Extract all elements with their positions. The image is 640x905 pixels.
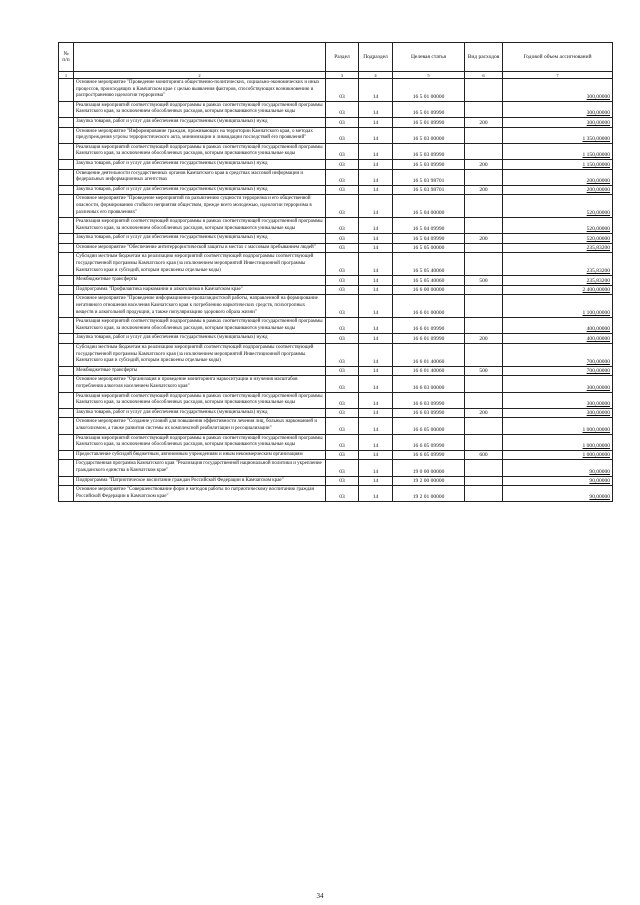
row-subsection-cell: 14 [359,143,393,159]
row-name-cell: Основное мероприятие "Обеспечение антитеррористической защиты в местах с массовым пребыванием людей" [74,243,326,253]
row-section-cell: 03 [326,460,359,476]
row-number-cell [59,366,74,376]
row-number-cell [59,460,74,476]
row-section-cell: 03 [326,285,359,295]
row-amount-cell: 2 400,00000 [503,285,613,295]
row-section-cell: 03 [326,218,359,234]
row-article-cell: 16 6 01 09990 [393,334,465,344]
row-name-cell: Подпрограмма "Профилактика наркомании и алкоголизма в Камчатском крае" [74,285,326,295]
row-subsection-cell: 14 [359,392,393,408]
row-name-cell: Основное мероприятие "Создание условий для повышения эффективности лечения лиц, больных наркоманией и алкоголизмом, а также развития системы их комплексной реабилитации и ресоциализации" [74,418,326,434]
row-article-cell: 16 6 01 40060 [393,366,465,376]
row-article-cell: 16 5 04 09990 [393,218,465,234]
row-article-cell: 16 5 03 98701 [393,169,465,185]
header-subsection: Подраздел [359,43,393,72]
row-expense-cell [465,285,503,295]
table-row [59,318,613,334]
row-subsection-cell: 14 [359,434,393,450]
row-amount-cell: 235,83200 [503,243,613,253]
row-expense-cell [465,392,503,408]
row-number-cell [59,117,74,127]
row-section-cell: 03 [326,295,359,318]
col-number: 7 [503,72,613,79]
row-subsection-cell: 14 [359,486,393,502]
header-expense: Вид расходов [465,43,503,72]
table-row [59,159,613,169]
table-row [59,434,613,450]
row-expense-cell [465,486,503,502]
table-row [59,418,613,434]
row-subsection-cell: 14 [359,243,393,253]
row-name-cell: Межбюджетные трансферты [74,276,326,286]
table-row [59,243,613,253]
row-subsection-cell: 14 [359,295,393,318]
row-amount-cell: 1 000,00000 [503,434,613,450]
row-section-cell: 03 [326,450,359,460]
row-article-cell: 16 6 05 09990 [393,434,465,450]
row-section-cell: 03 [326,418,359,434]
row-section-cell: 03 [326,101,359,117]
row-subsection-cell: 14 [359,376,393,392]
row-name-cell: Межбюджетные трансферты [74,366,326,376]
row-expense-cell [465,460,503,476]
row-name-cell: Закупка товаров, работ и услуг для обеспечения государственных (муниципальных) нужд [74,185,326,195]
row-section-cell: 03 [326,276,359,286]
row-section-cell: 03 [326,169,359,185]
row-subsection-cell: 14 [359,101,393,117]
row-expense-cell [465,195,503,218]
row-amount-cell: 1 000,00000 [503,450,613,460]
row-subsection-cell: 14 [359,117,393,127]
row-expense-cell [465,101,503,117]
header-amount: Годовой объем ассигнований [503,43,613,72]
row-section-cell: 03 [326,159,359,169]
row-amount-cell: 300,00000 [503,376,613,392]
row-name-cell: Основное мероприятие "Проведение мероприятий по разъяснению сущности терроризма и его общественной опасности, формированию стойкого неприятия обществом, прежде всего молодежью, идеологии терроризма в различных его проявлениях" [74,195,326,218]
row-article-cell: 16 5 04 09990 [393,234,465,244]
row-name-cell: Предоставление субсидий бюджетным, автономным учреждениям и иным некоммерческим организациям [74,450,326,460]
row-amount-cell: 300,00000 [503,408,613,418]
row-subsection-cell: 14 [359,285,393,295]
row-article-cell: 16 5 04 00000 [393,195,465,218]
row-subsection-cell: 14 [359,450,393,460]
table-row [59,195,613,218]
col-number: 4 [359,72,393,79]
row-expense-cell: 200 [465,185,503,195]
row-subsection-cell: 14 [359,318,393,334]
row-amount-cell: 235,83200 [503,253,613,276]
row-article-cell: 16 6 03 00000 [393,376,465,392]
row-name-cell: Реализация мероприятий соответствующей подпрограммы в рамках соответствующей государственной программы Камчатского края, за исключением обособленных расходов, которым присваиваются уникальные коды [74,318,326,334]
row-subsection-cell: 14 [359,253,393,276]
row-name-cell: Основное мероприятие "Совершенствование форм и методов работы по патриотическому воспитанию граждан Российской Федерации в Камчатском крае" [74,486,326,502]
row-number-cell [59,169,74,185]
table-header-row [59,43,613,72]
row-amount-cell: 90,00000 [503,460,613,476]
row-number-cell [59,276,74,286]
page-number: 34 [316,892,324,900]
row-expense-cell [465,376,503,392]
row-amount-cell: 300,00000 [503,392,613,408]
table-row [59,344,613,367]
row-section-cell: 03 [326,486,359,502]
row-article-cell: 16 6 05 00000 [393,418,465,434]
row-name-cell: Закупка товаров, работ и услуг для обеспечения государственных (муниципальных) нужд [74,117,326,127]
row-article-cell: 16 5 03 09990 [393,159,465,169]
row-amount-cell: 520,00000 [503,234,613,244]
row-article-cell: 19 2 01 00000 [393,486,465,502]
row-name-cell: Освещение деятельности государственных органов Камчатского края в средствах массовой информации и федеральных информационных агентствах [74,169,326,185]
row-subsection-cell: 14 [359,234,393,244]
header-name [74,43,326,72]
row-section-cell: 03 [326,117,359,127]
table-row [59,79,613,102]
table-row [59,218,613,234]
row-subsection-cell: 14 [359,169,393,185]
row-number-cell [59,392,74,408]
row-section-cell: 03 [326,79,359,102]
row-subsection-cell: 14 [359,460,393,476]
table-row [59,143,613,159]
row-amount-cell: 300,00000 [503,101,613,117]
row-number-cell [59,418,74,434]
row-amount-cell: 700,00000 [503,366,613,376]
row-expense-cell: 200 [465,117,503,127]
table-row [59,376,613,392]
row-name-cell: Закупка товаров, работ и услуг для обеспечения государственных (муниципальных) нужд [74,159,326,169]
row-amount-cell: 1 150,00000 [503,159,613,169]
header-article: Целевая статья [393,43,465,72]
row-subsection-cell: 14 [359,195,393,218]
row-number-cell [59,434,74,450]
table-row [59,276,613,286]
row-amount-cell: 400,00000 [503,334,613,344]
row-expense-cell [465,476,503,486]
table-row [59,476,613,486]
row-amount-cell: 1 000,00000 [503,418,613,434]
row-number-cell [59,318,74,334]
row-amount-cell: 1 150,00000 [503,143,613,159]
row-amount-cell: 235,83200 [503,276,613,286]
row-amount-cell: 1 350,00000 [503,127,613,143]
row-article-cell: 16 5 05 40060 [393,276,465,286]
row-number-cell [59,450,74,460]
row-subsection-cell: 14 [359,218,393,234]
table-row [59,253,613,276]
row-number-cell [59,486,74,502]
row-name-cell: Реализация мероприятий соответствующей подпрограммы в рамках соответствующей государственной программы Камчатского края, за исключением обособленных расходов, которым присваиваются уникальные коды [74,392,326,408]
row-subsection-cell: 14 [359,366,393,376]
row-section-cell: 03 [326,127,359,143]
row-name-cell: Субсидии местным бюджетам на реализацию мероприятий соответствующей подпрограммы соответствующей государственной программы Камчатского края (за исключением мероприятий Инвестиционной программы Камчатского края и субсидий, которым присвоены отдельные коды) [74,253,326,276]
table-row [59,366,613,376]
table-row [59,392,613,408]
row-section-cell: 03 [326,366,359,376]
row-article-cell: 19 0 00 00000 [393,460,465,476]
table-row [59,117,613,127]
row-number-cell [59,195,74,218]
row-number-cell [59,285,74,295]
row-article-cell: 16 5 03 98701 [393,185,465,195]
row-name-cell: Основное мероприятие "Организация и проведение мониторинга наркоситуации и изучения масштабов потребления алкоголя населением Камчатского края" [74,376,326,392]
row-section-cell: 03 [326,234,359,244]
table-row [59,234,613,244]
row-expense-cell [465,79,503,102]
row-expense-cell [465,434,503,450]
row-section-cell: 03 [326,434,359,450]
header-section: Раздел [326,43,359,72]
row-expense-cell [465,344,503,367]
row-number-cell [59,243,74,253]
row-section-cell: 03 [326,195,359,218]
row-subsection-cell: 14 [359,185,393,195]
table-row [59,460,613,476]
row-article-cell: 16 5 01 09990 [393,117,465,127]
col-number: 5 [393,72,465,79]
row-amount-cell: 90,00000 [503,486,613,502]
row-section-cell: 03 [326,185,359,195]
column-number-row [59,72,613,79]
row-name-cell: Реализация мероприятий соответствующей подпрограммы в рамках соответствующей государственной программы Камчатского края, за исключением обособленных расходов, которым присваиваются уникальные коды [74,143,326,159]
row-subsection-cell: 14 [359,476,393,486]
table-row [59,295,613,318]
row-article-cell: 16 6 01 00000 [393,295,465,318]
row-section-cell: 03 [326,392,359,408]
row-expense-cell: 200 [465,234,503,244]
row-number-cell [59,295,74,318]
row-expense-cell [465,243,503,253]
table-row [59,334,613,344]
row-expense-cell [465,295,503,318]
row-expense-cell: 200 [465,334,503,344]
row-article-cell: 16 5 03 00000 [393,127,465,143]
row-number-cell [59,127,74,143]
row-name-cell: Подпрограмма "Патриотическое воспитание граждан Российской Федерации в Камчатском крае" [74,476,326,486]
row-article-cell: 19 2 00 00000 [393,476,465,486]
row-name-cell: Основное мероприятие "Информирование граждан, проживающих на территории Камчатского края, о методах предупреждения угрозы террористического акта, минимизации и ликвидации последствий его проявлений" [74,127,326,143]
row-amount-cell: 400,00000 [503,318,613,334]
table-row [59,185,613,195]
budget-table [58,42,613,502]
row-article-cell: 16 5 01 09990 [393,101,465,117]
table-row [59,285,613,295]
row-subsection-cell: 14 [359,408,393,418]
row-section-cell: 03 [326,318,359,334]
row-expense-cell [465,143,503,159]
row-number-cell [59,408,74,418]
row-section-cell: 03 [326,334,359,344]
col-number: 1 [59,72,74,79]
row-article-cell: 16 5 05 00000 [393,243,465,253]
row-subsection-cell: 14 [359,79,393,102]
row-subsection-cell: 14 [359,127,393,143]
row-number-cell [59,185,74,195]
row-subsection-cell: 14 [359,344,393,367]
row-article-cell: 16 6 00 00000 [393,285,465,295]
row-section-cell: 03 [326,143,359,159]
table-row [59,408,613,418]
row-section-cell: 03 [326,243,359,253]
row-number-cell [59,334,74,344]
row-name-cell: Государственная программа Камчатского края "Реализация государственной национальной политики и укрепление гражданского единства в Камчатском крае" [74,460,326,476]
row-number-cell [59,101,74,117]
row-expense-cell [465,169,503,185]
row-article-cell: 16 6 03 09990 [393,392,465,408]
row-amount-cell: 700,00000 [503,344,613,367]
row-expense-cell [465,318,503,334]
row-amount-cell: 300,00000 [503,117,613,127]
row-number-cell [59,344,74,367]
row-subsection-cell: 14 [359,159,393,169]
row-number-cell [59,218,74,234]
row-number-cell [59,79,74,102]
row-name-cell: Реализация мероприятий соответствующей подпрограммы в рамках соответствующей государственной программы Камчатского края, за исключением обособленных расходов, которым присваиваются уникальные коды [74,101,326,117]
table-row [59,101,613,117]
col-number: 3 [326,72,359,79]
row-section-cell: 03 [326,253,359,276]
row-article-cell: 16 6 01 09990 [393,318,465,334]
row-name-cell: Реализация мероприятий соответствующей подпрограммы в рамках соответствующей государственной программы Камчатского края, за исключением обособленных расходов, которым присваиваются уникальные коды [74,218,326,234]
row-expense-cell [465,127,503,143]
row-amount-cell: 200,00000 [503,185,613,195]
col-number: 6 [465,72,503,79]
row-amount-cell: 1 100,00000 [503,295,613,318]
row-expense-cell [465,218,503,234]
table-row [59,486,613,502]
table-row [59,169,613,185]
row-expense-cell: 600 [465,450,503,460]
header-no: № п/п [59,43,74,72]
row-expense-cell [465,418,503,434]
row-name-cell: Субсидии местным бюджетам на реализацию мероприятий соответствующей подпрограммы соответствующей государственной программы Камчатского края (за исключением мероприятий Инвестиционной программы Камчатского края и субсидий, которым присвоены отдельные коды) [74,344,326,367]
row-subsection-cell: 14 [359,276,393,286]
row-article-cell: 16 6 05 09990 [393,450,465,460]
row-amount-cell: 520,00000 [503,218,613,234]
table-row [59,127,613,143]
row-number-cell [59,376,74,392]
row-article-cell: 16 6 03 09990 [393,408,465,418]
row-article-cell: 16 6 01 40060 [393,344,465,367]
row-name-cell: Закупка товаров, работ и услуг для обеспечения государственных (муниципальных) нужд [74,234,326,244]
row-expense-cell: 500 [465,276,503,286]
row-subsection-cell: 14 [359,334,393,344]
row-name-cell: Основное мероприятие "Проведение информационно-пропагандистской работы, направленной на формирование негативного отношения населения Камчатского края к потреблению наркотических средств, психотропных веществ и алкогольной продукции, а также популяризацию здорового образа жизни" [74,295,326,318]
row-name-cell: Основное мероприятие "Проведение мониторинга общественно-политических, социально-экономических и иных процессов, происходящих в Камчатском крае с целью выявления факторов, способствующих возникновению и распространению идеологии терроризма" [74,79,326,102]
row-section-cell: 03 [326,344,359,367]
table-row [59,450,613,460]
row-number-cell [59,253,74,276]
row-expense-cell: 500 [465,366,503,376]
row-number-cell [59,159,74,169]
col-number: 2 [74,72,326,79]
row-amount-cell: 200,00000 [503,169,613,185]
row-number-cell [59,234,74,244]
row-expense-cell: 200 [465,159,503,169]
row-article-cell: 16 5 01 00000 [393,79,465,102]
row-name-cell: Закупка товаров, работ и услуг для обеспечения государственных (муниципальных) нужд [74,408,326,418]
row-number-cell [59,476,74,486]
row-section-cell: 03 [326,376,359,392]
row-name-cell: Закупка товаров, работ и услуг для обеспечения государственных (муниципальных) нужд [74,334,326,344]
row-name-cell: Реализация мероприятий соответствующей подпрограммы в рамках соответствующей государственной программы Камчатского края, за исключением обособленных расходов, которым присваиваются уникальные коды [74,434,326,450]
row-amount-cell: 300,00000 [503,79,613,102]
row-amount-cell: 520,00000 [503,195,613,218]
row-expense-cell: 200 [465,408,503,418]
row-section-cell: 03 [326,476,359,486]
row-article-cell: 16 5 05 40060 [393,253,465,276]
row-article-cell: 16 5 03 09990 [393,143,465,159]
row-amount-cell: 90,00000 [503,476,613,486]
row-number-cell [59,143,74,159]
row-section-cell: 03 [326,408,359,418]
row-expense-cell [465,253,503,276]
row-subsection-cell: 14 [359,418,393,434]
